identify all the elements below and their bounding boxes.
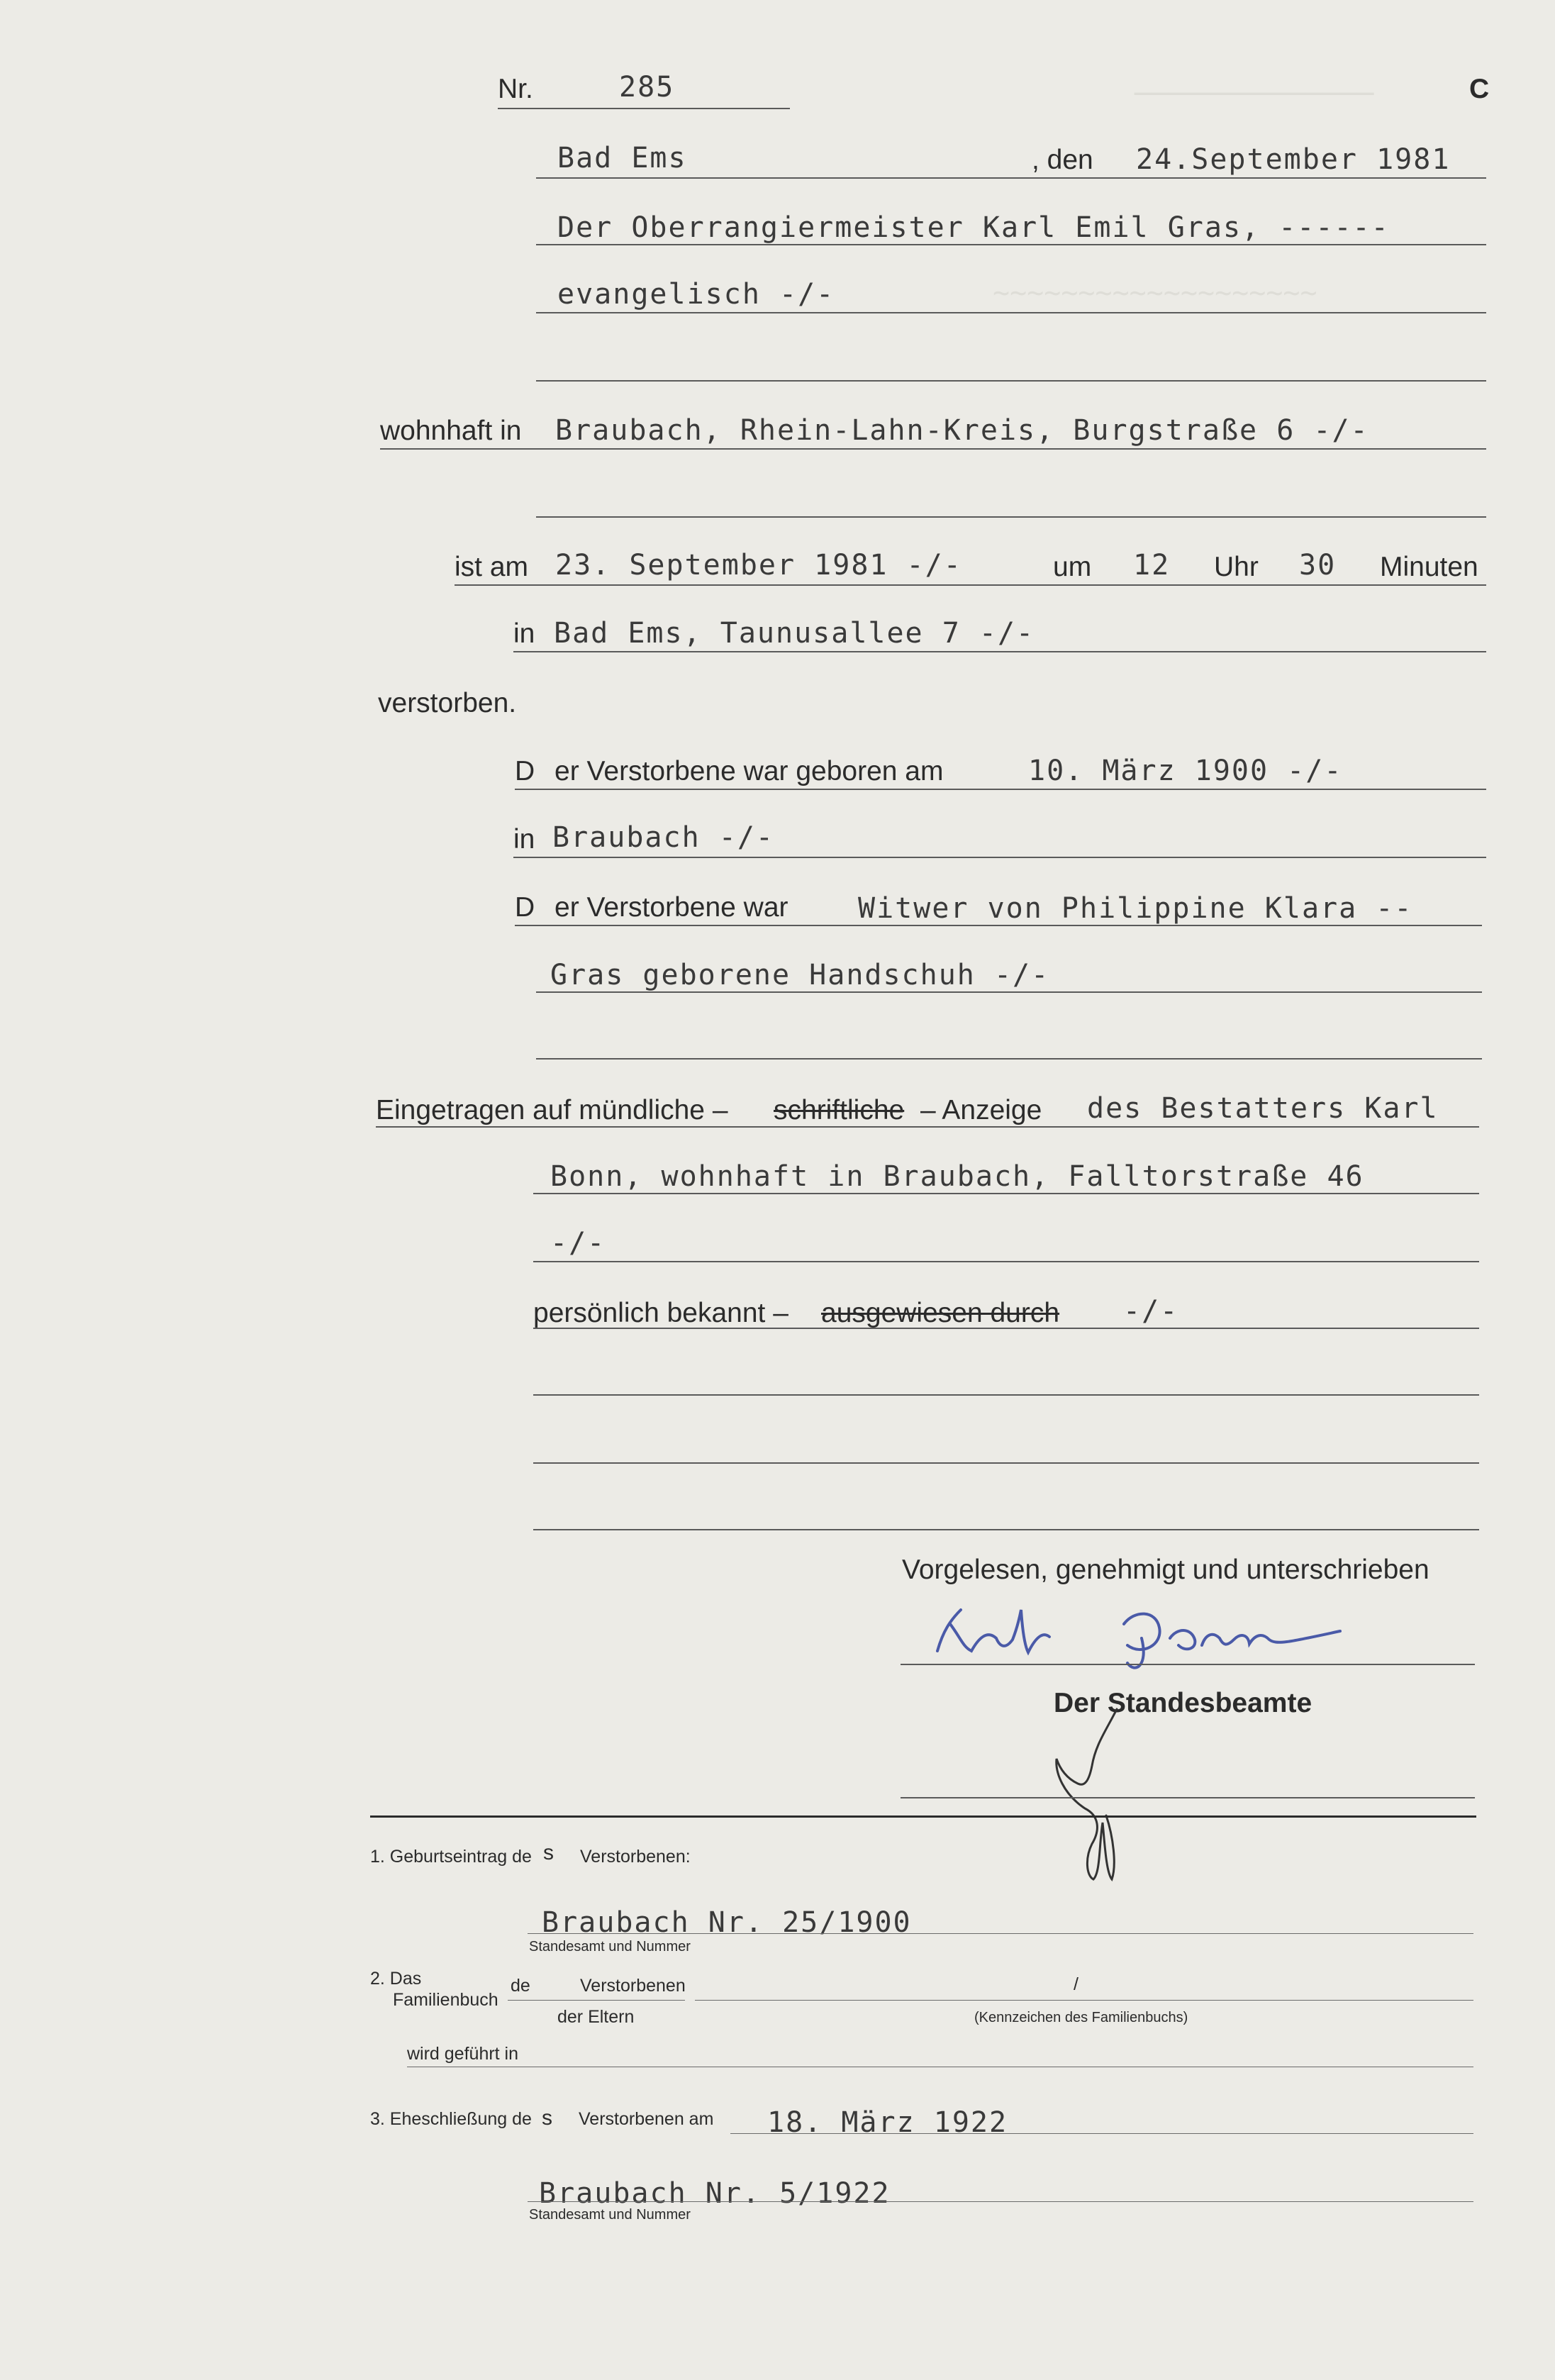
form-letter: C xyxy=(1469,74,1490,104)
bleed-through-text: ────────────── xyxy=(1135,78,1374,111)
official-signature-line xyxy=(901,1797,1475,1798)
standesamt-label-2: Standesamt und Nummer xyxy=(529,2207,691,2223)
footer-item1-s: s xyxy=(543,1841,554,1864)
uhr-label: Uhr xyxy=(1214,552,1259,582)
birth-label: er Verstorbene war geboren am xyxy=(554,756,944,786)
blank-underline xyxy=(533,1462,1479,1464)
known-label: persönlich bekannt – xyxy=(533,1298,788,1328)
footer-item2-de: de xyxy=(511,1976,530,1996)
footer-item2-underline xyxy=(695,2000,1473,2001)
footer-item3-value-underline xyxy=(528,2201,1473,2202)
footer-item3-label: 3. Eheschließung de xyxy=(370,2109,532,2129)
report-label-2: – Anzeige xyxy=(920,1095,1042,1125)
footer-item1-value: Braubach Nr. 25/1900 xyxy=(542,1906,912,1939)
known-underline xyxy=(533,1328,1479,1329)
footer-item2-fam: Familienbuch xyxy=(393,1990,498,2010)
status-underline-2 xyxy=(536,991,1482,993)
footer-item3-rest: Verstorbenen am xyxy=(579,2109,714,2129)
birth-label-d: D xyxy=(515,756,535,786)
known-struck: ausgewiesen durch xyxy=(821,1298,1060,1328)
person-underline-2 xyxy=(536,312,1486,313)
um-label: um xyxy=(1053,552,1092,582)
report-underline-3 xyxy=(533,1261,1479,1262)
report-label-struck: schriftliche xyxy=(774,1095,905,1125)
status-label-d: D xyxy=(515,892,535,923)
status-line-2: Gras geborene Handschuh -/- xyxy=(550,959,1050,991)
person-underline-1 xyxy=(536,244,1486,245)
footer-item2-verst: Verstorbenen xyxy=(580,1976,686,1996)
footer-item1-underline xyxy=(528,1933,1473,1934)
birth-underline xyxy=(515,789,1486,790)
death-date: 23. September 1981 -/- xyxy=(555,549,962,582)
birth-place: Braubach -/- xyxy=(552,821,774,854)
standesamt-label-1: Standesamt und Nummer xyxy=(529,1939,691,1954)
report-underline-2 xyxy=(533,1193,1479,1194)
report-label-1: Eingetragen auf mündliche – xyxy=(376,1095,728,1125)
registry-place: Bad Ems xyxy=(557,142,687,174)
wohnhaft-underline xyxy=(380,448,1486,450)
report-line-2: Bonn, wohnhaft in Braubach, Falltorstraße 46 xyxy=(550,1160,1364,1193)
status-line-1: Witwer von Philippine Klara -- xyxy=(858,892,1413,925)
bleed-through-text: ~~~~~~~~~~~~~~~~~~~ xyxy=(993,277,1317,309)
nr-value: 285 xyxy=(619,71,675,104)
person-line-1: Der Oberrangiermeister Karl Emil Gras, ------ xyxy=(557,211,1390,244)
minuten-label: Minuten xyxy=(1380,552,1478,582)
person-line-2: evangelisch -/- xyxy=(557,278,835,311)
registry-date: 24.September 1981 xyxy=(1136,143,1451,176)
footer-item3-underline xyxy=(730,2133,1473,2134)
place-date-underline xyxy=(536,177,1486,179)
status-underline-1 xyxy=(515,925,1482,926)
birth-date: 10. März 1900 -/- xyxy=(1028,755,1343,787)
footer-item1-rest: Verstorbenen: xyxy=(580,1847,691,1867)
wohnhaft-value: Braubach, Rhein-Lahn-Kreis, Burgstraße 6 -/- xyxy=(555,414,1369,447)
footer-item1-label: 1. Geburtseintrag de xyxy=(370,1847,532,1867)
nr-underline xyxy=(498,108,790,109)
footer-item3-s: s xyxy=(542,2106,552,2130)
footer-item2-slash: / xyxy=(1074,1974,1079,1994)
den-label: , den xyxy=(1032,145,1093,175)
death-underline xyxy=(455,584,1486,586)
footer-item2-wird: wird geführt in xyxy=(407,2044,519,2064)
death-minutes: 30 xyxy=(1299,549,1337,582)
report-line-1: des Bestatters Karl xyxy=(1087,1092,1439,1125)
death-hour: 12 xyxy=(1133,549,1171,582)
status-label: er Verstorbene war xyxy=(554,892,788,923)
verstorben-label: verstorben. xyxy=(378,688,517,718)
official-signature xyxy=(1035,1702,1149,1886)
report-underline-1 xyxy=(376,1126,1479,1128)
informant-signature-line xyxy=(901,1664,1475,1665)
nr-label: Nr. xyxy=(498,74,533,104)
footer-item3-value: Braubach Nr. 5/1922 xyxy=(539,2177,891,2210)
footer-item2-eltern: der Eltern xyxy=(557,2007,635,2027)
wohnhaft-label: wohnhaft in xyxy=(380,416,522,446)
ist-am-label: ist am xyxy=(455,552,529,582)
official-label: Der Standesbeamte xyxy=(1054,1688,1312,1718)
known-value: -/- xyxy=(1123,1295,1179,1328)
birth-in-label: in xyxy=(513,824,535,855)
death-place-underline xyxy=(513,651,1486,652)
footer-item3-date: 18. März 1922 xyxy=(767,2106,1008,2139)
death-place: Bad Ems, Taunusallee 7 -/- xyxy=(554,617,1035,650)
blank-underline xyxy=(533,1529,1479,1530)
death-in-label: in xyxy=(513,618,535,649)
informant-signature xyxy=(922,1596,1347,1674)
blank-underline xyxy=(536,1058,1482,1060)
blank-underline xyxy=(536,380,1486,382)
read-approved-label: Vorgelesen, genehmigt und unterschrieben xyxy=(902,1555,1429,1585)
footer-item2-num: 2. Das xyxy=(370,1969,422,1989)
blank-underline xyxy=(536,516,1486,518)
blank-underline xyxy=(533,1394,1479,1396)
footer-separator xyxy=(370,1815,1476,1818)
report-line-3: -/- xyxy=(550,1227,606,1259)
footer-item2-divider xyxy=(508,2000,685,2001)
birth-place-underline xyxy=(513,857,1486,858)
footer-item2-kennz: (Kennzeichen des Familienbuchs) xyxy=(974,2010,1188,2025)
